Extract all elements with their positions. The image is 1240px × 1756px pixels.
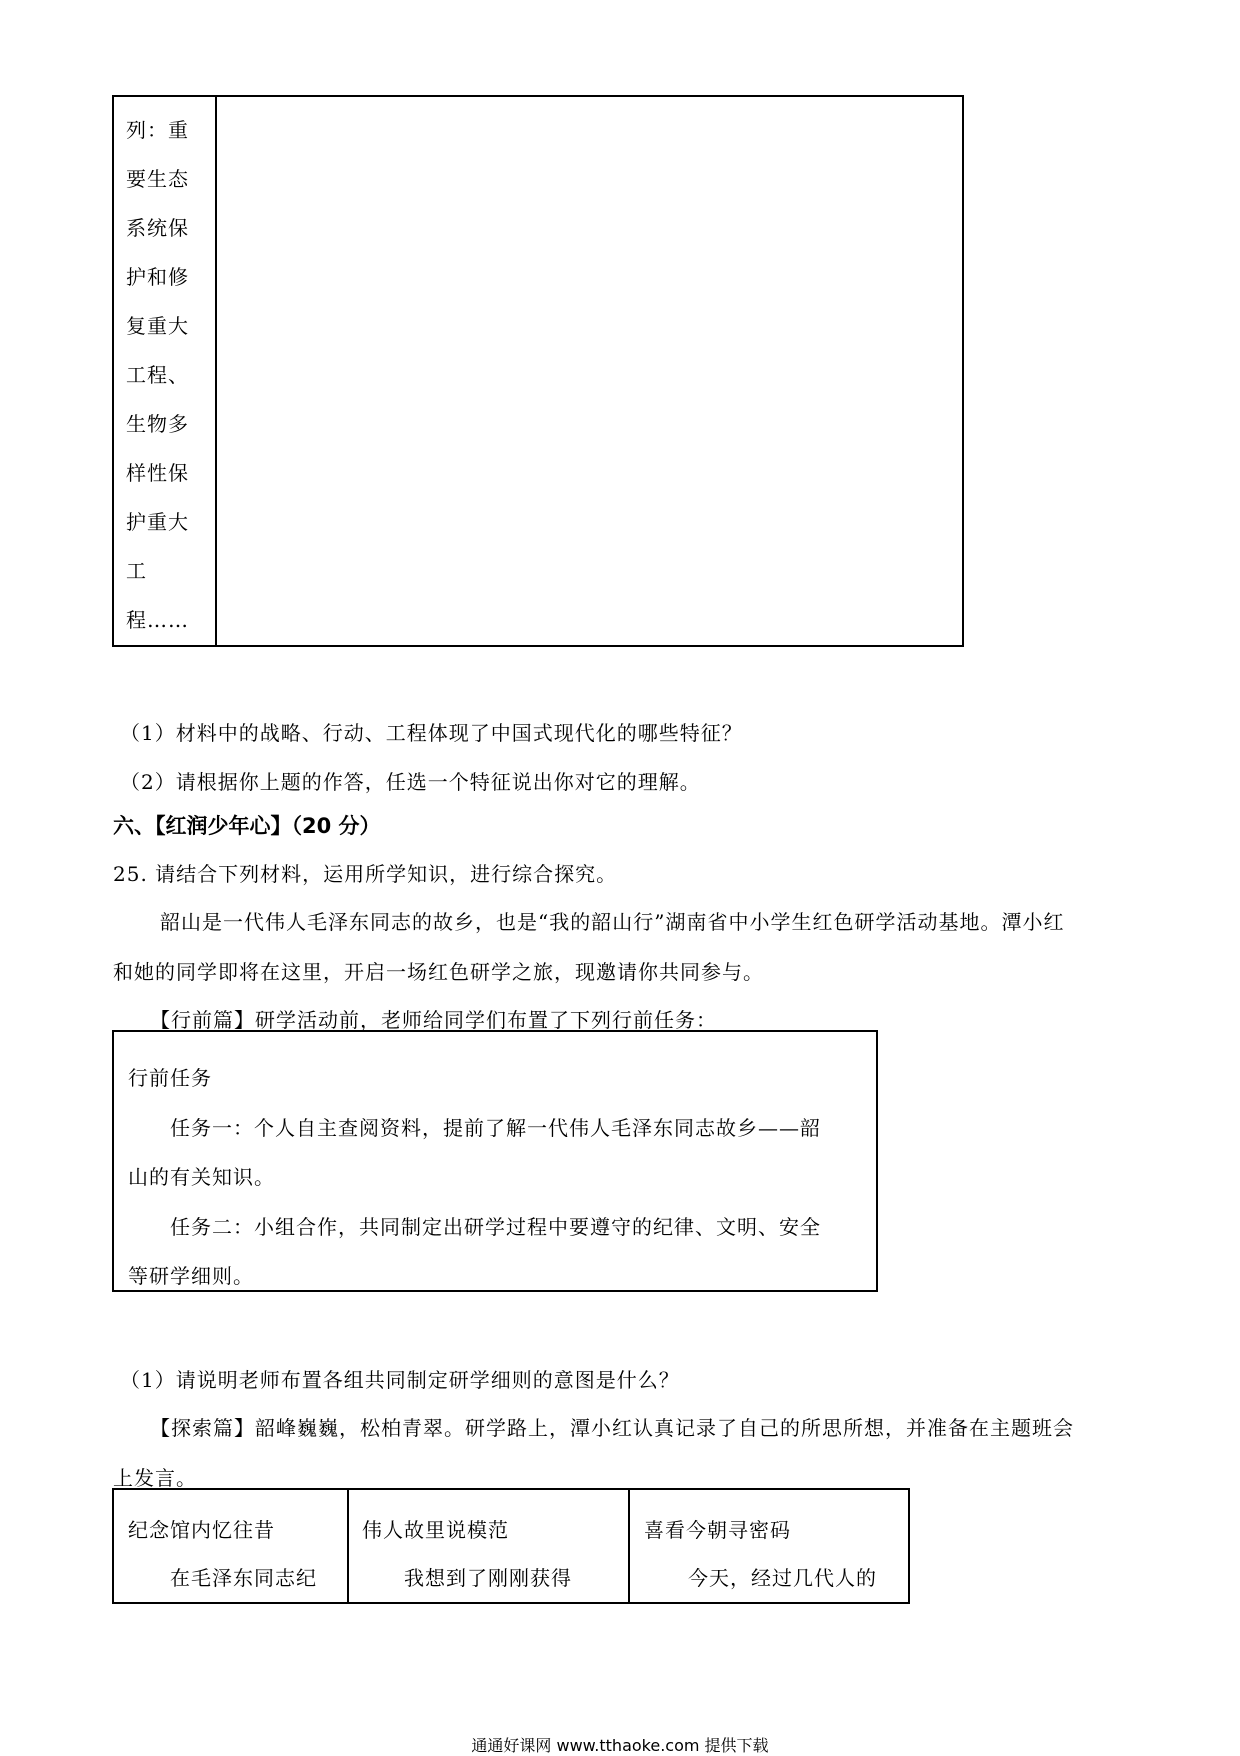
task-2-line: 任务二：小组合作，共同制定出研学过程中要遵守的纪律、文明、安全	[170, 1215, 821, 1239]
left-cell-line: 要生态	[126, 167, 189, 191]
left-cell-line: 工	[126, 559, 147, 583]
table-divider	[347, 1490, 349, 1602]
left-cell-line: 样性保	[126, 461, 189, 485]
left-cell-line: 护重大	[126, 510, 189, 534]
explore-line: 上发言。	[113, 1466, 197, 1490]
left-cell-line: 列：重	[126, 118, 189, 142]
table-divider	[215, 97, 217, 645]
column-text: 今天，经过几代人的	[688, 1566, 877, 1590]
question-25-1: （1）请说明老师布置各组共同制定研学细则的意图是什么？	[120, 1368, 680, 1392]
column-title: 伟人故里说模范	[362, 1518, 509, 1542]
notes-table	[112, 1488, 910, 1604]
task-1-line: 山的有关知识。	[128, 1165, 275, 1189]
task-1-line: 任务一：个人自主查阅资料，提前了解一代伟人毛泽东同志故乡——韶	[170, 1116, 821, 1140]
left-cell-line: 生物多	[126, 412, 189, 436]
left-cell-line: 护和修	[126, 265, 189, 289]
footer-text: 通通好课网 www.tthaoke.com 提供下载	[471, 1736, 769, 1755]
task-2-line: 等研学细则。	[128, 1264, 254, 1288]
question-24-2: （2）请根据你上题的作答，任选一个特征说出你对它的理解。	[120, 770, 701, 794]
column-title: 喜看今朝寻密码	[644, 1518, 791, 1542]
q25-paragraph-line: 韶山是一代伟人毛泽东同志的故乡，也是“我的韶山行”湖南省中小学生红色研学活动基地。潭小红	[160, 910, 1065, 934]
table-left-cell	[126, 115, 208, 654]
left-cell-line: 工程、	[126, 363, 189, 387]
pre-trip-task-box	[112, 1030, 878, 1292]
pre-trip-intro: 【行前篇】研学活动前，老师给同学们布置了下列行前任务：	[150, 1008, 717, 1032]
column-title: 纪念馆内忆往昔	[128, 1518, 275, 1542]
left-cell-line: 复重大	[126, 314, 189, 338]
q25-paragraph-line: 和她的同学即将在这里，开启一场红色研学之旅，现邀请你共同参与。	[113, 960, 764, 984]
column-text: 我想到了刚刚获得	[404, 1566, 572, 1590]
material-table	[112, 95, 964, 647]
task-box-title: 行前任务	[128, 1066, 212, 1090]
left-cell-line: 程……	[126, 608, 189, 632]
question-24-1: （1）材料中的战略、行动、工程体现了中国式现代化的哪些特征？	[120, 721, 743, 745]
section-heading: 六、【红润少年心】（20 分）	[113, 814, 381, 838]
table-divider	[628, 1490, 630, 1602]
column-text: 在毛泽东同志纪	[170, 1566, 317, 1590]
question-25-stem: 25. 请结合下列材料，运用所学知识，进行综合探究。	[113, 862, 618, 886]
explore-line: 【探索篇】韶峰巍巍，松柏青翠。研学路上，潭小红认真记录了自己的所思所想，并准备在主题班会	[150, 1416, 1074, 1440]
left-cell-line: 系统保	[126, 216, 189, 240]
